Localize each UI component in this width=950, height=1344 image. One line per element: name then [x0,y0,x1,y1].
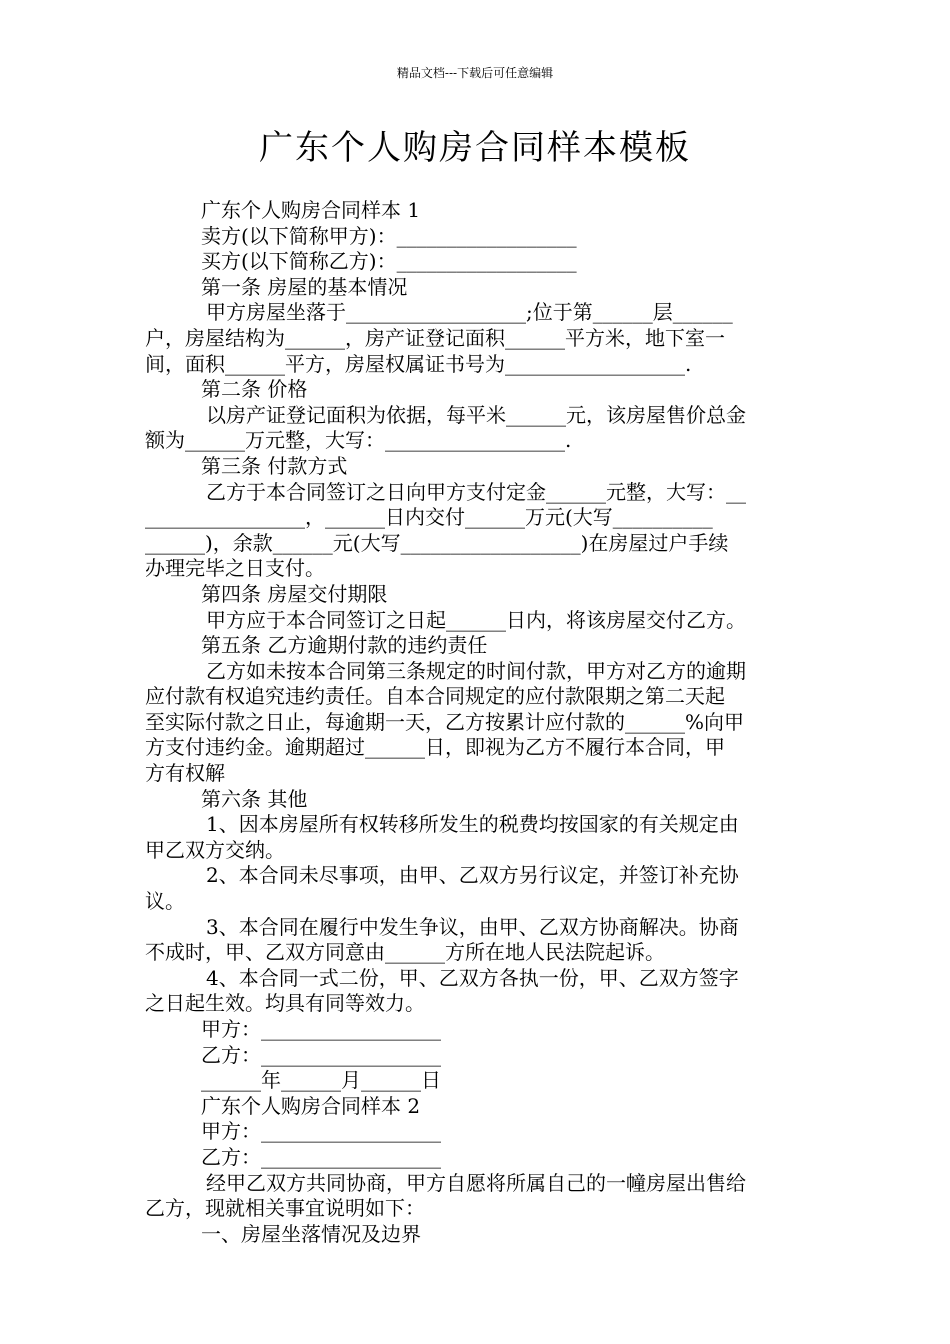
text-line: 乙方：__________________ [201,1042,441,1067]
text-line: 间，面积______平方，房屋权属证书号为__________________. [145,351,692,376]
text-line: 乙方，现就相关事宜说明如下： [145,1196,425,1221]
text-line: 议。 [145,889,185,914]
text-line: 第五条 乙方逾期付款的违约责任 [201,633,488,658]
text-line: 甲乙双方交纳。 [145,837,285,862]
text-line: 至实际付款之日止，每逾期一天，乙方按累计应付款的______%向甲 [145,709,745,734]
text-line: 甲方：__________________ [201,1017,441,1041]
text-line: 乙方于本合同签订之日向甲方支付定金______元整，大写：__ [206,479,746,504]
text-line: 广东个人购房合同样本 1 [201,198,421,222]
document-body [145,198,810,1247]
text-line: 3、本合同在履行中发生争议，由甲、乙双方协商解决。协商 [206,914,739,939]
text-line: 第二条 价格 [201,377,308,402]
text-line: 方有权解 [145,761,225,786]
text-line: 方支付违约金。逾期超过______日，即视为乙方不履行本合同，甲 [145,735,725,760]
text-line: ______年______月______日 [201,1068,441,1093]
text-line: 第一条 房屋的基本情况 [201,274,408,299]
text-line: 买方(以下简称乙方)：__________________ [201,249,577,274]
text-line: 乙方：__________________ [201,1144,441,1169]
text-line: 不成时，甲、乙双方同意由______方所在地人民法院起诉。 [145,940,665,965]
text-line: 额为______万元整，大写：__________________. [145,428,572,453]
text-line: 甲方房屋坐落于__________________;位于第______层______ [206,300,733,325]
text-line: 广东个人购房合同样本 2 [201,1093,421,1118]
text-line: ______)，余款______元(大写__________________)在房屋过户手续 [145,530,729,555]
text-line: 第六条 其他 [201,786,308,811]
text-line: 1、因本房屋所有权转移所发生的税费均按国家的有关规定由 [206,812,739,837]
text-line: 以房产证登记面积为依据，每平米______元，该房屋售价总金 [206,402,746,427]
text-line: 办理完毕之日支付。 [145,556,325,581]
text-line: 2、本合同未尽事项，由甲、乙双方另行议定，并签订补充协 [206,863,739,888]
text-line: 甲方：__________________ [201,1119,441,1144]
text-line: 乙方如未按本合同第三条规定的时间付款，甲方对乙方的逾期 [206,658,746,683]
text-line: 卖方(以下简称甲方)：__________________ [201,223,577,248]
page-header: 精品文档---下载后可任意编辑 [396,66,554,80]
document-title: 广东个人购房合同样本模板 [259,128,691,168]
text-line: 甲方应于本合同签订之日起______日内，将该房屋交付乙方。 [206,607,746,632]
text-line: 户，房屋结构为______，房产证登记面积______平方米，地下室一 [145,325,725,350]
text-line: 应付款有权追究违约责任。自本合同规定的应付款限期之第二天起 [145,684,725,709]
text-line: 经甲乙双方共同协商，甲方自愿将所属自己的一幢房屋出售给 [206,1170,746,1195]
text-line: ________________，______日内交付______万元(大写__________ [145,505,713,530]
text-line: 第三条 付款方式 [201,453,348,478]
text-line: 之日起生效。均具有同等效力。 [145,991,425,1016]
text-line: 第四条 房屋交付期限 [201,581,388,606]
text-line: 一、房屋坐落情况及边界 [201,1221,421,1246]
text-line: 4、本合同一式二份，甲、乙双方各执一份，甲、乙双方签字 [206,965,739,990]
